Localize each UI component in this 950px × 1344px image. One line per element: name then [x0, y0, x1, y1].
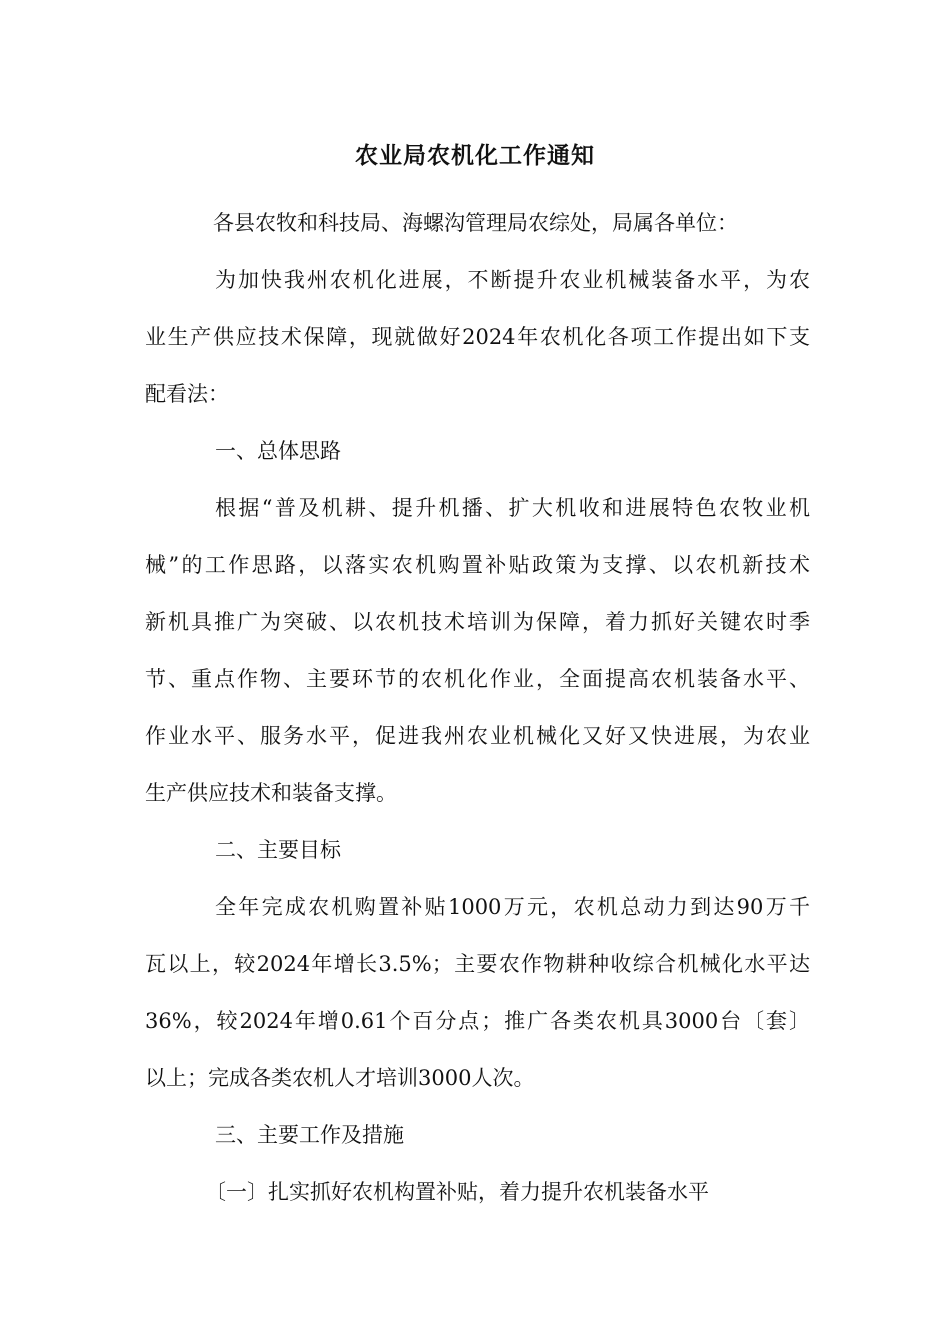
paragraph-line: 全年完成农机购置补贴1000万元，农机总动力到达90万千	[215, 895, 810, 919]
addressee-line: 各县农牧和科技局、海螺沟管理局农综处，局属各单位：	[213, 211, 738, 235]
paragraph-line: 节、重点作物、主要环节的农机化作业，全面提高农机装备水平、	[145, 667, 810, 691]
paragraph-line: 新机具推广为突破、以农机技术培训为保障，着力抓好关键农时季	[145, 610, 810, 634]
subsection-heading: 〔一〕扎实抓好农机构置补贴，着力提升农机装备水平	[205, 1180, 709, 1204]
paragraph-line: 配看法：	[145, 382, 229, 406]
paragraph-line: 业生产供应技术保障，现就做好2024年农机化各项工作提出如下支	[145, 325, 810, 349]
paragraph-line: 瓦以上，较2024年增长3.5%；主要农作物耕种收综合机械化水平达	[145, 952, 810, 976]
document-title: 农业局农机化工作通知	[355, 143, 595, 169]
paragraph-line: 根据“普及机耕、提升机播、扩大机收和进展特色农牧业机	[215, 496, 810, 520]
paragraph-line: 以上；完成各类农机人才培训3000人次。	[145, 1066, 535, 1090]
paragraph-line: 生产供应技术和装备支撑。	[145, 781, 397, 805]
paragraph-line: 作业水平、服务水平，促进我州农业机械化又好又快进展，为农业	[145, 724, 810, 748]
section-heading: 一、总体思路	[215, 439, 341, 463]
paragraph-line: 械”的工作思路，以落实农机购置补贴政策为支撑、以农机新技术	[145, 553, 810, 577]
section-heading: 二、主要目标	[215, 838, 341, 862]
section-heading: 三、主要工作及措施	[215, 1123, 404, 1147]
paragraph-line: 为加快我州农机化进展，不断提升农业机械装备水平，为农	[215, 268, 810, 292]
paragraph-line: 36%，较2024年增0.61个百分点；推广各类农机具3000台〔套〕	[145, 1009, 810, 1033]
